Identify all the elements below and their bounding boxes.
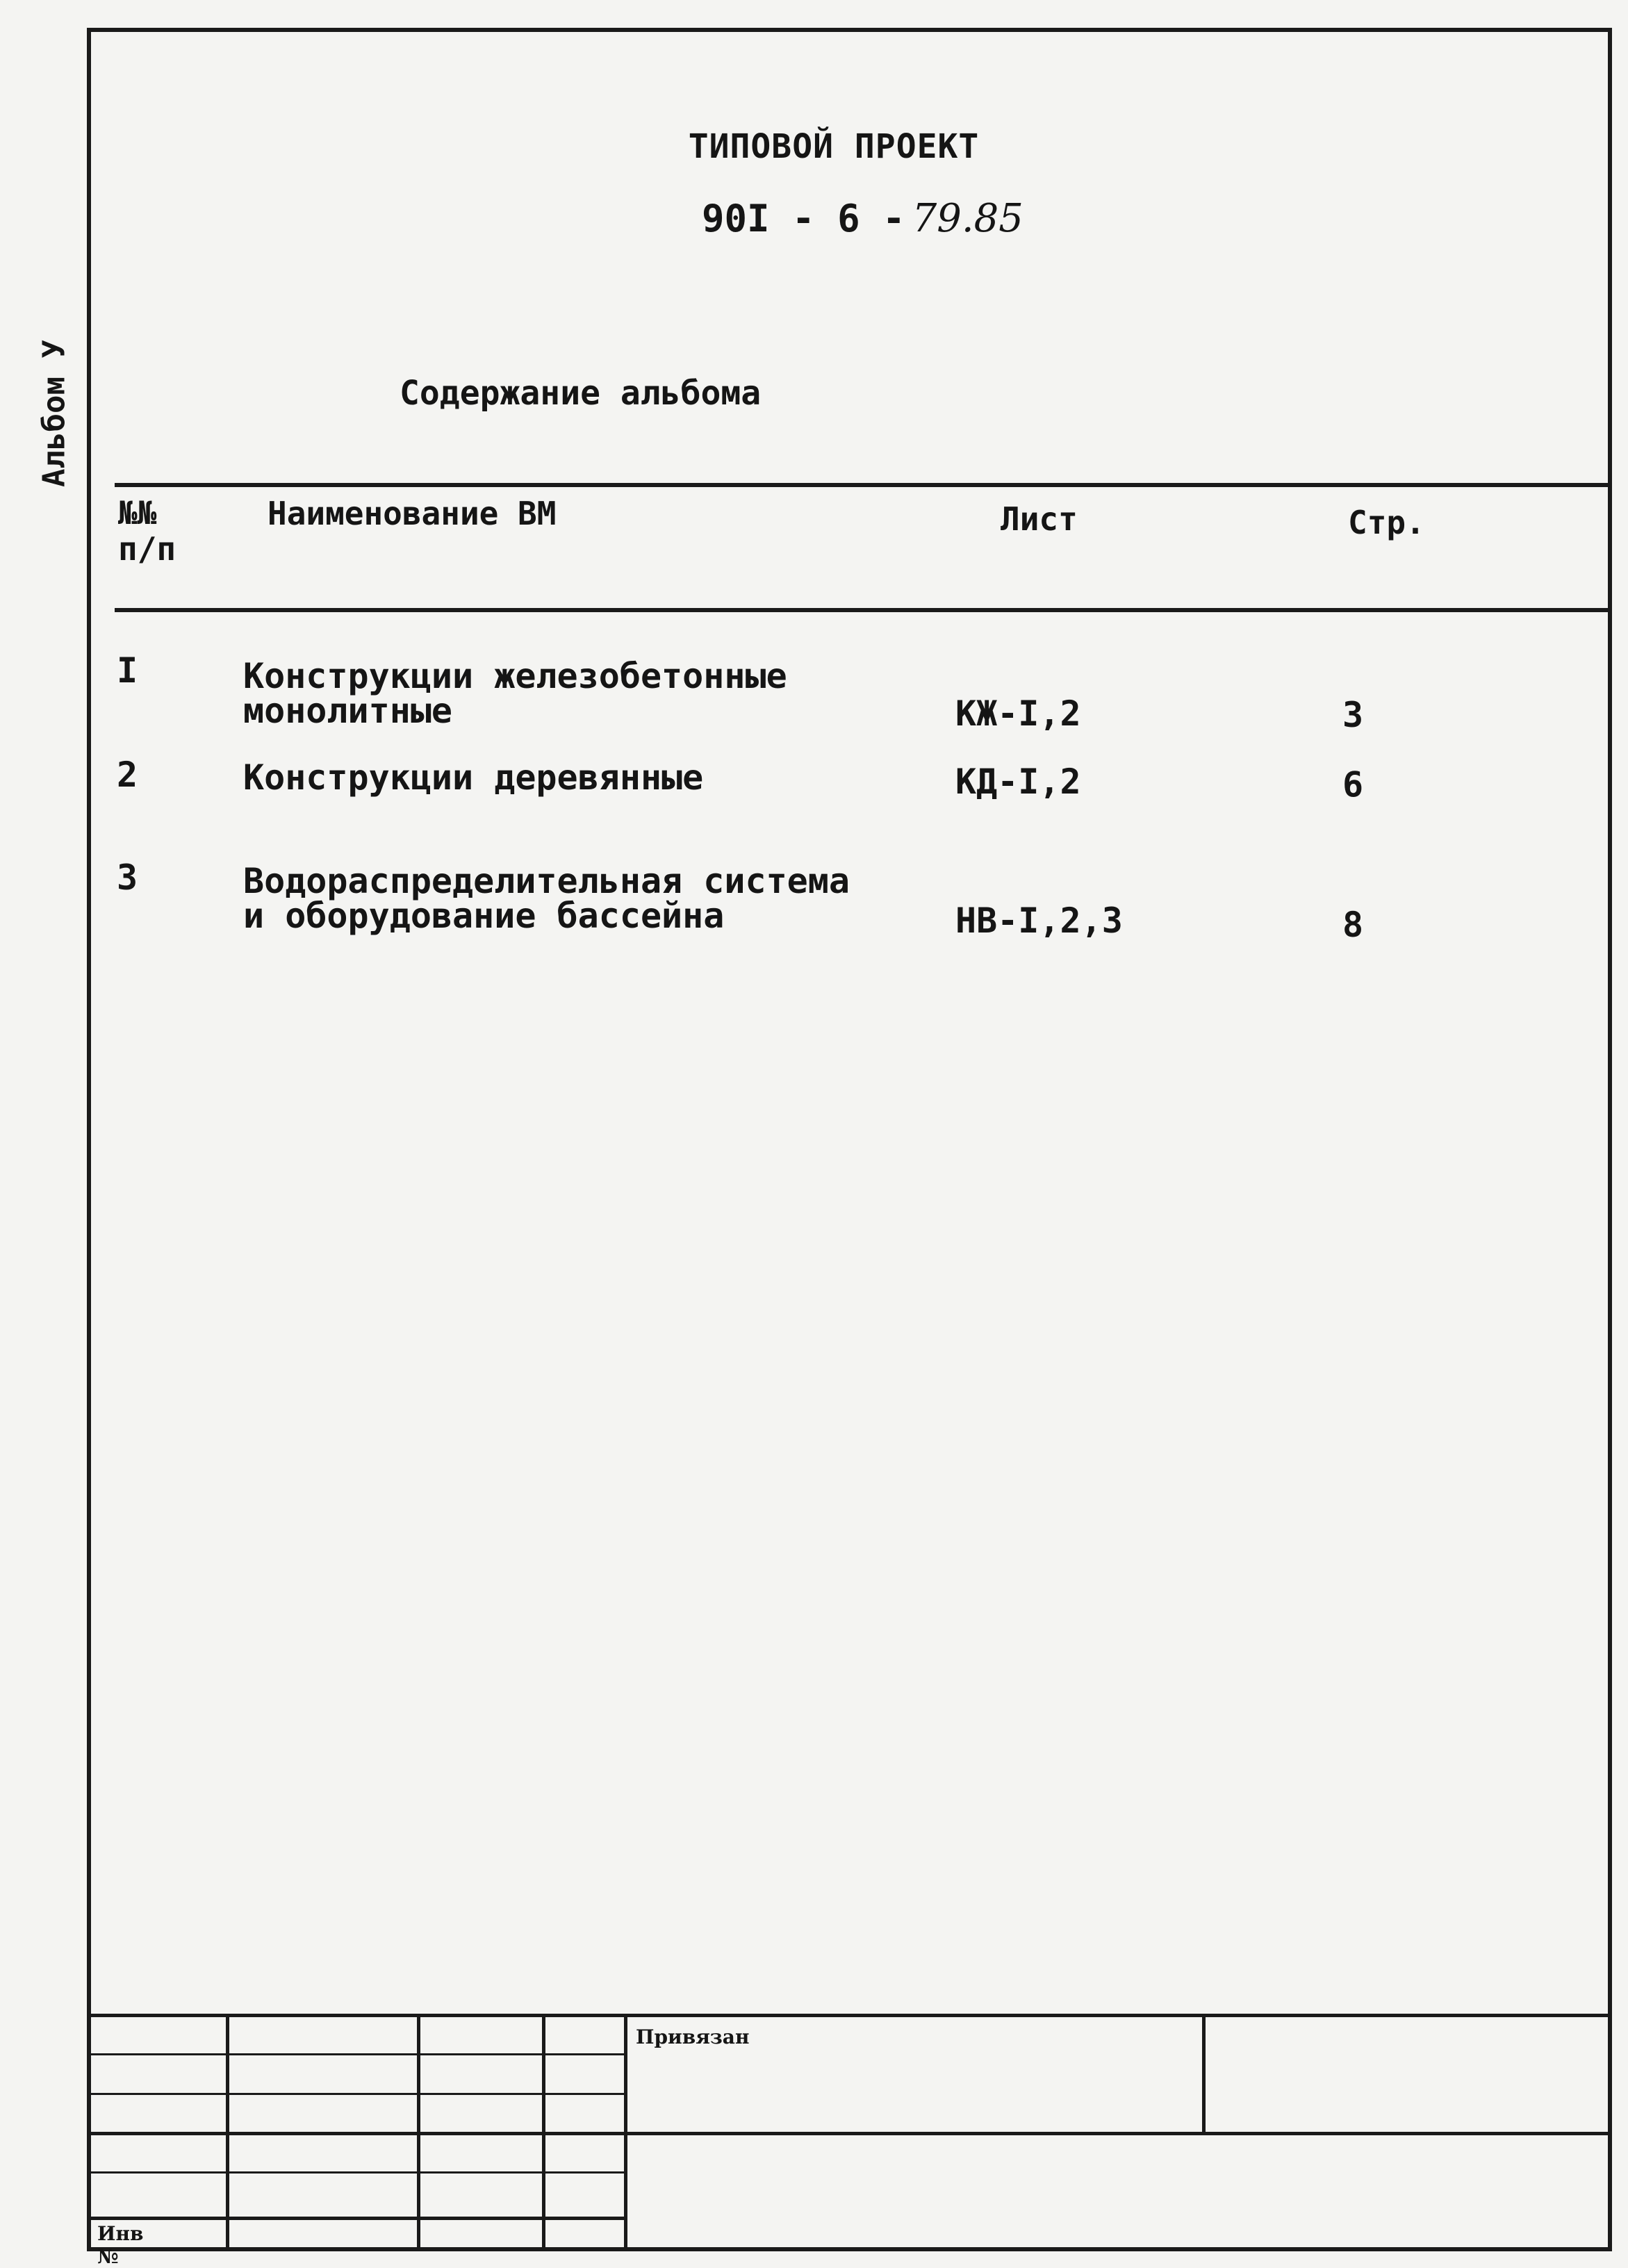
table-top-rule [115,483,1609,487]
row-3-name: Водораспределительная система и оборудование бассейна [243,861,850,936]
project-code-printed: 90I - 6 - [702,197,905,240]
row-3-sheet: НВ-I,2,3 [955,901,1123,941]
row-2-sheet: КД-I,2 [955,762,1081,802]
column-header-number: №№ п/п [118,494,176,568]
row-1-name: Конструкции железобетонные монолитные [243,656,787,731]
column-header-sheet: Лист [1001,500,1078,538]
stamp-top-rule [89,2014,1612,2017]
row-1-page: 3 [1342,695,1364,735]
stamp-col-rule [1202,2014,1206,2133]
column-header-page: Стр. [1348,504,1425,541]
stamp-mid-rule [89,2132,1612,2135]
row-3-page: 8 [1342,905,1364,945]
row-2-name: Конструкции деревянные [243,757,704,798]
stamp-col-rule [624,2014,627,2251]
stamp-bound-label: Привязан [636,2025,750,2048]
document-title: ТИПОВОЙ ПРОЕКТ [688,127,980,166]
row-1-number: I [117,650,138,691]
drawing-frame [87,28,1612,2251]
table-header-rule [115,608,1609,612]
stamp-col-rule [417,2014,420,2251]
stamp-col-rule [226,2014,229,2251]
column-header-name: Наименование ВМ [268,495,557,532]
row-1-sheet: КЖ-I,2 [955,693,1081,734]
contents-title: Содержание альбома [400,374,762,413]
row-2-page: 6 [1342,764,1364,805]
project-code-handwritten: 79.85 [912,196,1023,241]
stamp-inventory-label: Инв № [97,2222,144,2268]
project-code [702,196,1023,241]
stamp-col-rule [542,2014,545,2251]
row-3-number: 3 [117,857,138,898]
row-2-number: 2 [117,755,138,795]
album-side-label: Альбом У [36,340,72,487]
